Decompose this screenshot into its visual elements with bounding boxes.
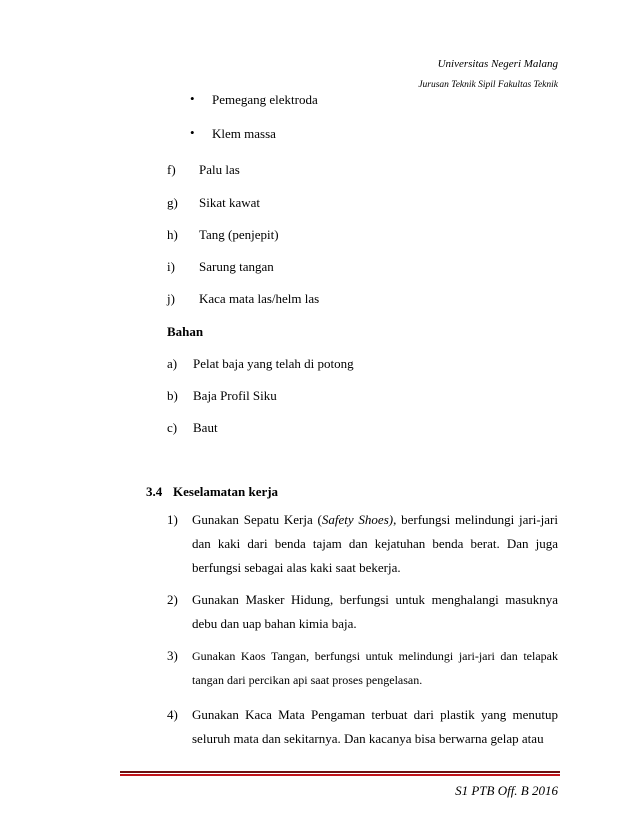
list-item: Baja Profil Siku	[193, 388, 277, 403]
list-marker: 4)	[167, 707, 178, 722]
paragraph-item-3: Gunakan Kaos Tangan, berfungsi untuk melindungi jari-jari dan telapak tangan dari percikan api saat proses pengelasan.	[192, 649, 558, 687]
list-item: Sarung tangan	[199, 259, 274, 274]
list-marker: j)	[167, 291, 175, 306]
header-department: Jurusan Teknik Sipil Fakultas Teknik	[418, 80, 558, 90]
paragraph-text: , berfungsi melindungi jari-jari dan kaki dari benda tajam dan kejatuhan benda berat. Dan juga berfungsi sebagai alas kaki saat bekerja.	[192, 512, 558, 575]
bullet-item: Pemegang elektroda	[212, 92, 318, 107]
list-marker: c)	[167, 420, 178, 435]
list-item: Kaca mata las/helm las	[199, 291, 320, 306]
header-university: Universitas Negeri Malang	[437, 58, 558, 70]
bullet-item: Klem massa	[212, 126, 276, 141]
list-marker: b)	[167, 388, 178, 403]
list-item: Baut	[193, 420, 218, 435]
bullet-dot: •	[190, 91, 195, 106]
paragraph-item-4: Gunakan Kaca Mata Pengaman terbuat dari plastik yang menutup seluruh mata dan sekitarnya. Dan kacanya bisa berwarna gelap atau	[192, 707, 558, 746]
list-marker: i)	[167, 259, 175, 274]
footer-rule-dark	[120, 771, 560, 773]
list-marker: h)	[167, 227, 178, 242]
paragraph-item-1	[192, 508, 558, 580]
list-item: Tang (penjepit)	[199, 227, 279, 242]
bahan-heading: Bahan	[167, 324, 204, 339]
section-number: 3.4	[146, 484, 163, 499]
section-title: Keselamatan kerja	[173, 484, 279, 499]
list-marker: a)	[167, 356, 178, 371]
footer-text: S1 PTB Off. B 2016	[455, 783, 558, 798]
paragraph-text: Gunakan Sepatu Kerja (	[192, 512, 322, 527]
list-marker: f)	[167, 162, 176, 177]
list-marker: 2)	[167, 592, 178, 607]
list-item: Sikat kawat	[199, 195, 261, 210]
list-item: Palu las	[199, 162, 240, 177]
list-marker: 3)	[167, 648, 178, 663]
list-item: Pelat baja yang telah di potong	[193, 356, 354, 371]
list-marker: 1)	[167, 512, 178, 527]
bullet-dot: •	[190, 125, 195, 140]
list-marker: g)	[167, 195, 178, 210]
paragraph-item-2: Gunakan Masker Hidung, berfungsi untuk menghalangi masuknya debu dan uap bahan kimia baja.	[192, 592, 558, 631]
footer-rule-red	[120, 774, 560, 776]
paragraph-italic: Safety Shoes)	[321, 512, 394, 527]
